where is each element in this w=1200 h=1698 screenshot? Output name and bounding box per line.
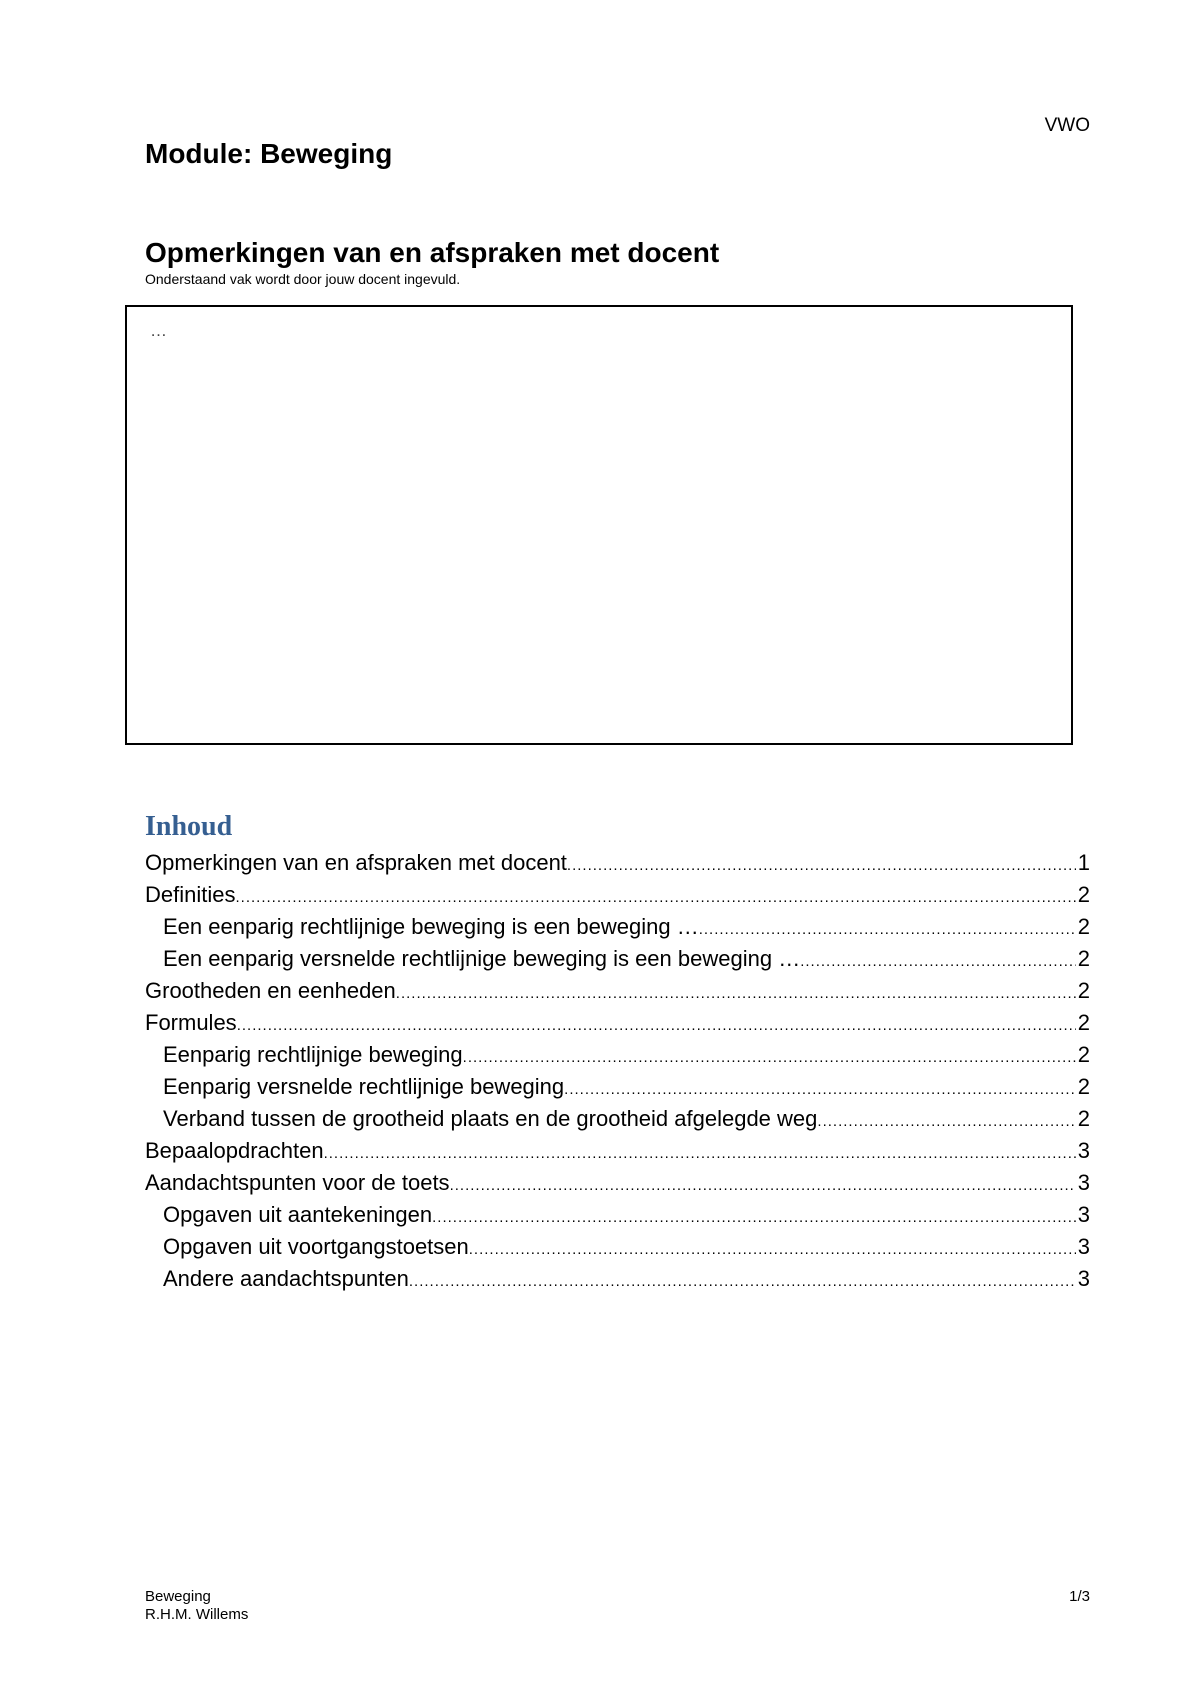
toc-entry-text: Formules: [145, 1010, 237, 1035]
toc-entry[interactable]: [145, 911, 1090, 943]
toc-entry[interactable]: [145, 847, 1090, 879]
toc-dot-leader: [567, 850, 1076, 882]
toc-entry-text: Verband tussen de grootheid plaats en de grootheid afgelegde weg: [163, 1106, 818, 1131]
toc-entry[interactable]: [145, 975, 1090, 1007]
toc-entry-page: 2: [1077, 1042, 1090, 1067]
toc-entry[interactable]: [145, 1071, 1090, 1103]
teacher-notes-placeholder: …: [150, 321, 167, 340]
toc-entry-page: 3: [1077, 1234, 1090, 1259]
toc-entry[interactable]: [145, 1199, 1090, 1231]
toc-entry-text: Een eenparig versnelde rechtlijnige beweging is een beweging …: [163, 946, 801, 971]
toc-entry[interactable]: [145, 1135, 1090, 1167]
toc-entry-page: 2: [1077, 1074, 1090, 1099]
toc-entry[interactable]: [145, 1231, 1090, 1263]
toc-dot-leader: [324, 1138, 1076, 1170]
toc-entry-page: 2: [1077, 1010, 1090, 1035]
toc-entry-text: Eenparig rechtlijnige beweging: [163, 1042, 463, 1067]
toc-dot-leader: [699, 914, 1076, 946]
toc-entry-text: Een eenparig rechtlijnige beweging is een beweging …: [163, 914, 699, 939]
footer-title: Beweging: [145, 1588, 211, 1605]
toc-entry-text: Aandachtspunten voor de toets: [145, 1170, 450, 1195]
toc-entry-page: 2: [1077, 978, 1090, 1003]
toc-dot-leader: [409, 1266, 1076, 1298]
toc-entry[interactable]: [145, 1103, 1090, 1135]
toc-dot-leader: [469, 1234, 1076, 1266]
toc-dot-leader: [564, 1074, 1076, 1106]
toc-entry-page: 3: [1077, 1170, 1090, 1195]
toc-title: Inhoud: [145, 811, 233, 842]
toc-entry[interactable]: [145, 879, 1090, 911]
toc-entry-text: Eenparig versnelde rechtlijnige beweging: [163, 1074, 565, 1099]
toc-entry-text: Opgaven uit aantekeningen: [163, 1202, 433, 1227]
toc-entry-page: 3: [1077, 1138, 1090, 1163]
toc-entry-page: 2: [1077, 882, 1090, 907]
toc-dot-leader: [800, 946, 1076, 978]
footer-author: R.H.M. Willems: [145, 1606, 249, 1623]
toc-dot-leader: [450, 1170, 1076, 1202]
table-of-contents: [145, 847, 1090, 1295]
toc-entry-page: 2: [1077, 914, 1090, 939]
toc-dot-leader: [432, 1202, 1076, 1234]
toc-entry[interactable]: [145, 1167, 1090, 1199]
footer-left: [145, 1588, 248, 1624]
footer-page-indicator: 1/3: [1069, 1588, 1090, 1605]
teacher-notes-heading: Opmerkingen van en afspraken met docent: [145, 237, 720, 268]
toc-dot-leader: [235, 882, 1075, 914]
toc-entry-page: 1: [1077, 850, 1090, 875]
toc-entry-text: Andere aandachtspunten: [163, 1266, 409, 1291]
toc-entry-text: Bepaalopdrachten: [145, 1138, 324, 1163]
toc-dot-leader: [817, 1106, 1075, 1138]
toc-entry[interactable]: [145, 1263, 1090, 1295]
toc-dot-leader: [463, 1042, 1076, 1074]
toc-dot-leader: [237, 1010, 1076, 1042]
toc-entry-page: 3: [1077, 1202, 1090, 1227]
module-title: Module: Beweging: [145, 138, 393, 169]
toc-entry-text: Grootheden en eenheden: [145, 978, 396, 1003]
toc-entry-page: 2: [1077, 1106, 1090, 1131]
teacher-notes-subheading: Onderstaand vak wordt door jouw docent ingevuld.: [145, 271, 461, 287]
toc-entry[interactable]: [145, 943, 1090, 975]
toc-dot-leader: [396, 978, 1076, 1010]
toc-entry-text: Definities: [145, 882, 236, 907]
toc-entry[interactable]: [145, 1007, 1090, 1039]
toc-entry-page: 3: [1077, 1266, 1090, 1291]
level-label: VWO: [1044, 115, 1090, 136]
toc-entry-page: 2: [1077, 946, 1090, 971]
toc-entry[interactable]: [145, 1039, 1090, 1071]
toc-entry-text: Opgaven uit voortgangstoetsen: [163, 1234, 469, 1259]
toc-entry-text: Opmerkingen van en afspraken met docent: [145, 850, 567, 875]
teacher-notes-box: [125, 305, 1073, 745]
